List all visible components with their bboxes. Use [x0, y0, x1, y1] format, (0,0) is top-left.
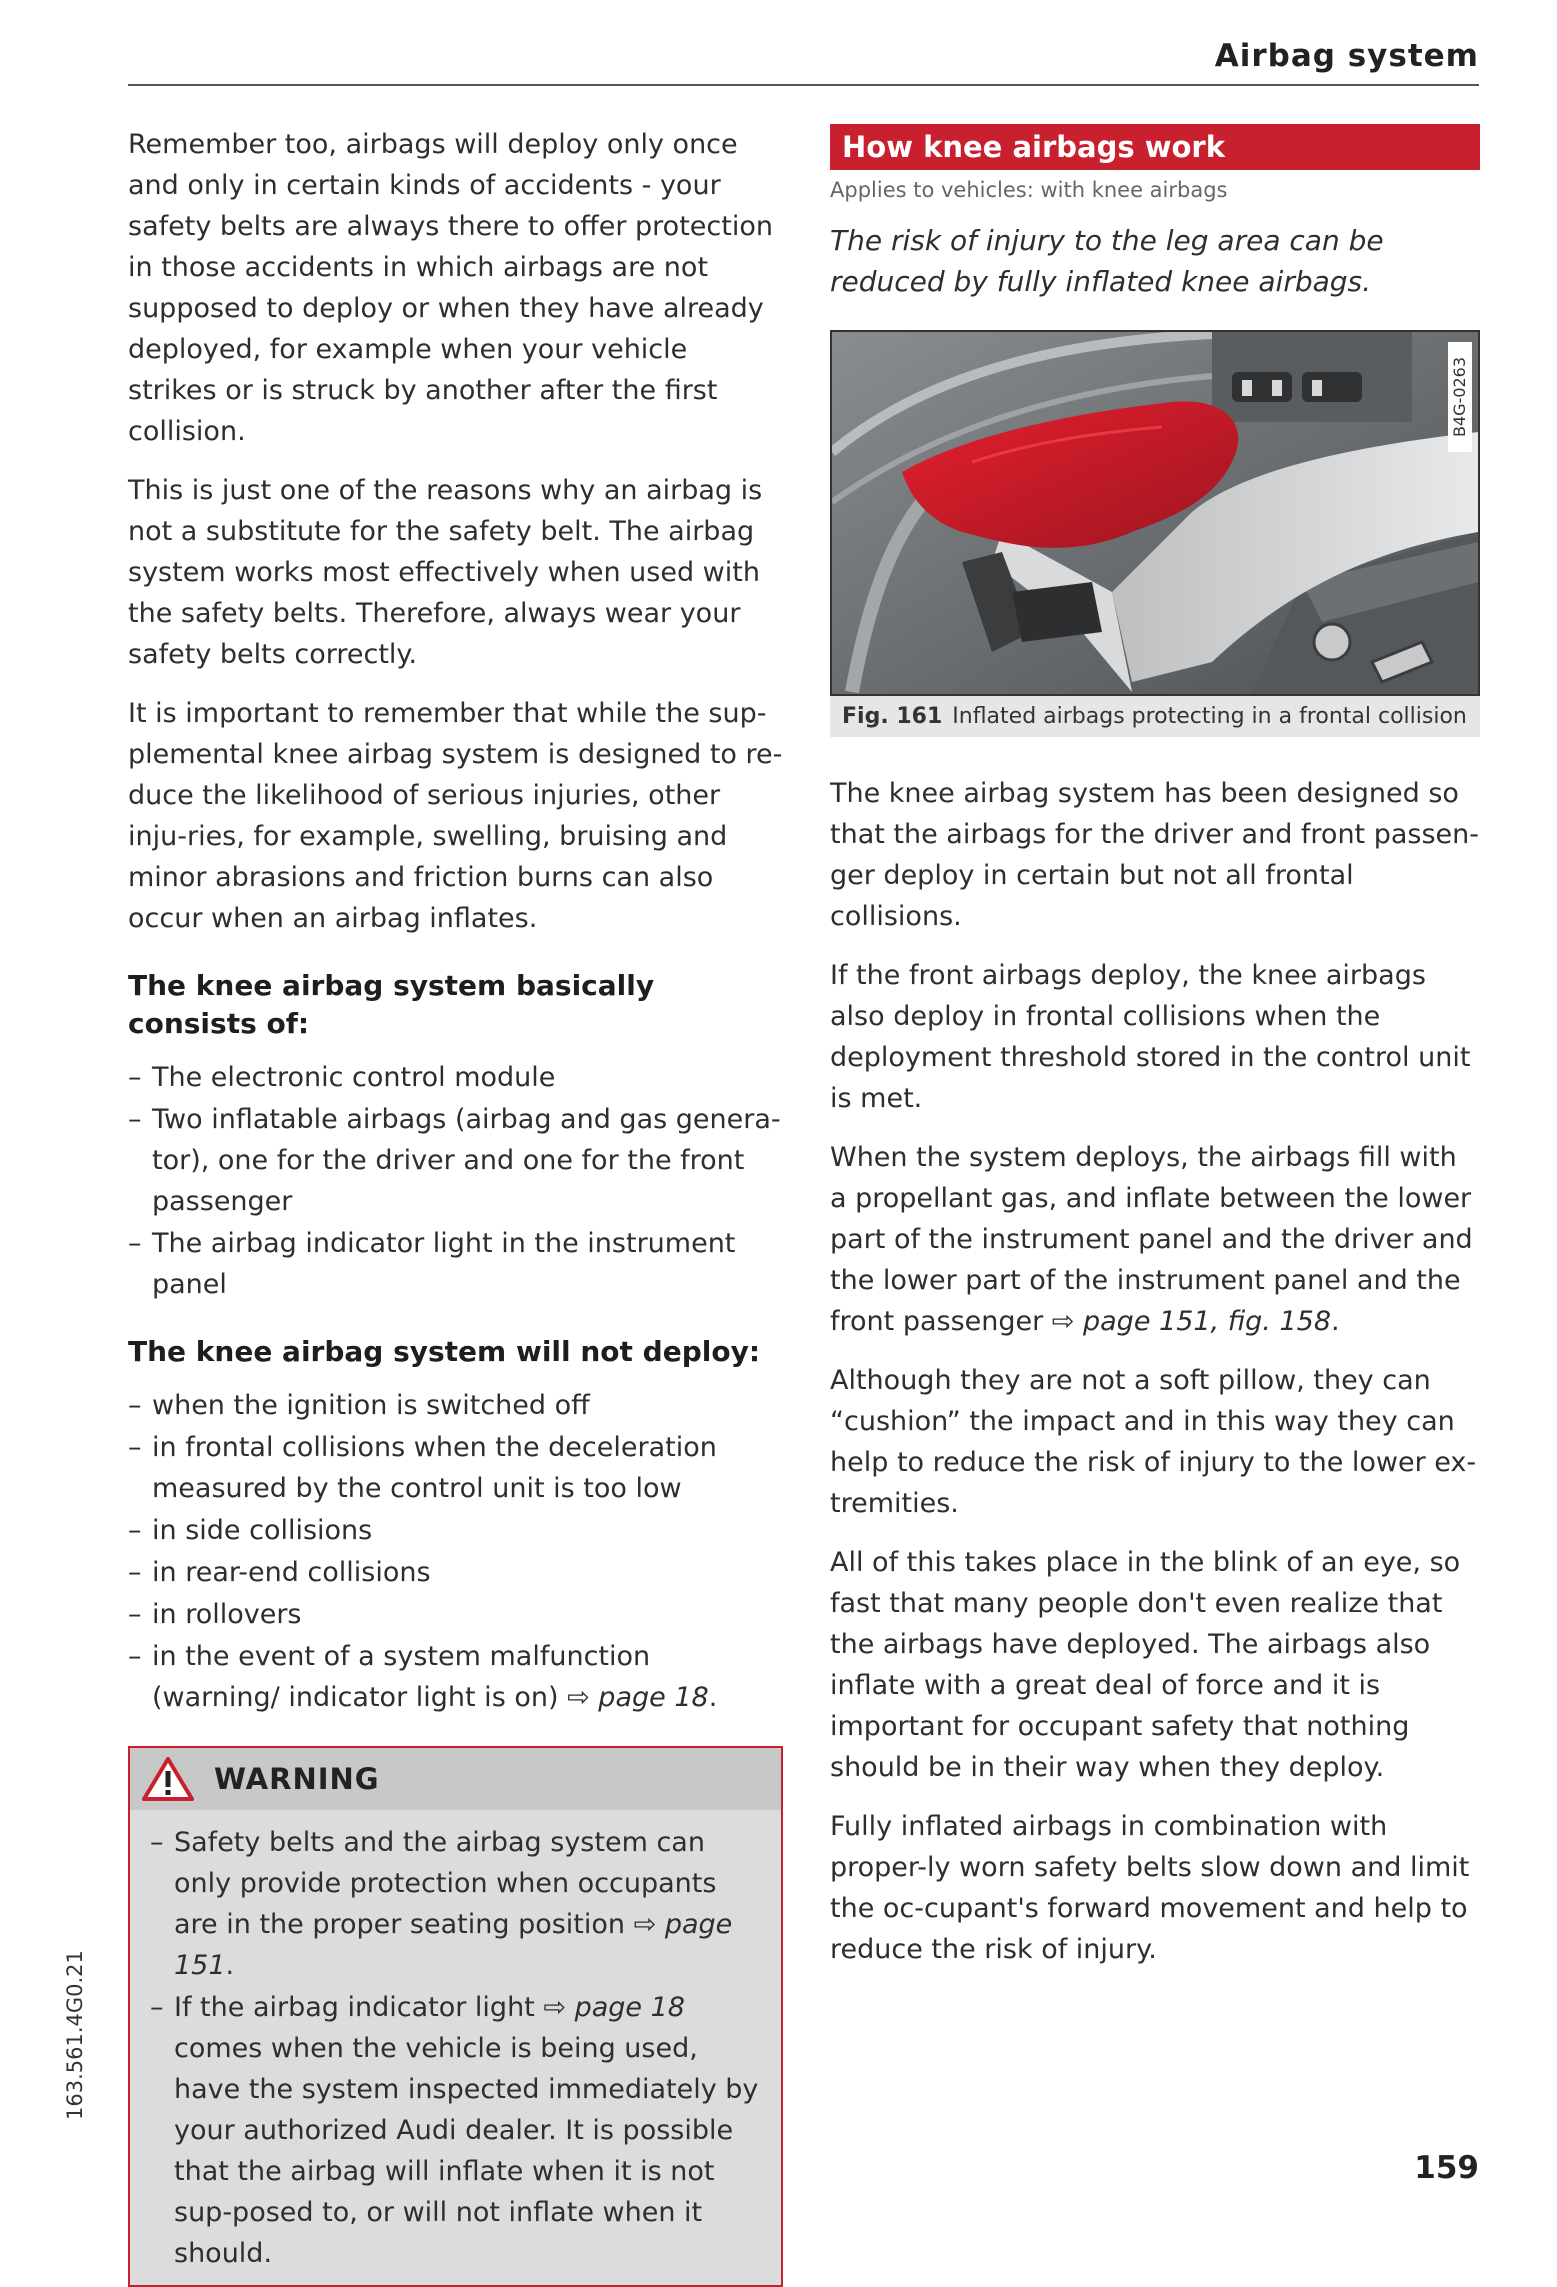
figure-code: B4G-0263: [1448, 342, 1472, 452]
paragraph-end: .: [1331, 1306, 1340, 1337]
figure-image: [830, 330, 1480, 696]
list-item: – The electronic control module: [128, 1057, 783, 1098]
page-reference-link[interactable]: ⇨ page 151, fig. 158: [1051, 1306, 1331, 1337]
warning-item: [150, 1822, 761, 1986]
page-number: 159: [1414, 2150, 1479, 2186]
paragraph: Although they are not a soft pillow, they can “cushion” the impact and in this way they can help to reduce the risk of injury to the lower ex-tremities.: [830, 1365, 1477, 1519]
list-item: – in frontal collisions when the deceleration measured by the control unit is too low: [128, 1427, 783, 1509]
warning-item: [150, 1987, 761, 2274]
paragraph-text: When the system deploys, the airbags fill with a propellant gas, and inflate between the lower part of the instrument panel and the driver and the lower part of the instrument panel and the front passenger: [830, 1142, 1473, 1337]
list-item: – Two inflatable airbags (airbag and gas genera-tor), one for the driver and one for the front passenger: [128, 1099, 783, 1222]
consists-list: [128, 1057, 783, 1305]
list-item: – in rollovers: [128, 1594, 783, 1635]
paragraph: Remember too, airbags will deploy only once and only in certain kinds of accidents - your safety belts are always there to offer protection in those accidents in which airbags are not supposed to deploy or when they have already deployed, for example when your vehicle strikes or is struck by another after the first collision.: [128, 129, 773, 447]
page-reference-link[interactable]: ⇨ page 151: [174, 1909, 733, 1981]
knee-airbag-illustration: [832, 332, 1478, 694]
left-column: [128, 124, 783, 2287]
applies-to-note: Applies to vehicles: with knee airbags: [830, 178, 1228, 202]
warning-box: [128, 1746, 783, 2287]
warning-triangle-icon: [142, 1756, 194, 1802]
page-reference-link[interactable]: ⇨ page 18: [543, 1992, 685, 2023]
header-rule: [128, 84, 1479, 86]
document-code: 163.561.4G0.21: [63, 1950, 87, 2120]
list-item: – in side collisions: [128, 1510, 783, 1551]
intro-text: The risk of injury to the leg area can be reduced by fully inflated knee airbags.: [830, 224, 1384, 298]
not-deploy-list: [128, 1385, 783, 1718]
paragraph: Fully inflated airbags in combination with proper-ly worn safety belts slow down and limit the oc-cupant's forward movement and help to reduce the risk of injury.: [830, 1811, 1470, 1965]
paragraph: The knee airbag system has been designed so that the airbags for the driver and front passen-ger deploy in certain but not all frontal collisions.: [830, 778, 1480, 932]
consists-heading: The knee airbag system basically consists of:: [128, 969, 655, 1040]
warning-item-text: If the airbag indicator light: [174, 1992, 544, 2023]
list-item-end: .: [708, 1682, 718, 1713]
figure-caption: [830, 696, 1480, 737]
paragraph: All of this takes place in the blink of an eye, so fast that many people don't even realize that the airbags have deployed. The airbags also inflate with a great deal of force and it is important for occupant safety that nothing should be in their way when they deploy.: [830, 1547, 1461, 1783]
warning-title: WARNING: [214, 1762, 380, 1796]
warning-item-end: .: [225, 1950, 235, 1981]
list-item: – in rear-end collisions: [128, 1552, 783, 1593]
not-deploy-heading: The knee airbag system will not deploy:: [128, 1335, 761, 1368]
page-reference-link[interactable]: ⇨ page 18: [567, 1682, 709, 1713]
section-title: How knee airbags work: [830, 124, 1480, 170]
figure-caption-text: Inflated airbags protecting in a frontal collision: [952, 704, 1467, 729]
warning-header: [130, 1748, 781, 1810]
paragraph: It is important to remember that while the sup-plemental knee airbag system is designed to re-duce the likelihood of serious injuries, other inju-ries, for example, swelling, bruising and minor abrasions and friction burns can also occur when an airbag inflates.: [128, 698, 783, 934]
paragraph: This is just one of the reasons why an airbag is not a substitute for the safety belt. The airbag system works most effectively when used with the safety belts. Therefore, always wear your safety belts correctly.: [128, 475, 763, 670]
warning-list: [130, 1810, 781, 2285]
warning-item-text: comes when the vehicle is being used, have the system inspected immediately by your authorized Audi dealer. It is possible that the airbag will inflate when it is not sup-posed to, or will not inflate when it should.: [174, 2033, 759, 2269]
running-header-title: Airbag system: [1214, 38, 1479, 74]
right-column: [830, 124, 1480, 1988]
warning-item-text: Safety belts and the airbag system can only provide protection when occupants are in the proper seating position: [174, 1827, 717, 1940]
list-item: – when the ignition is switched off: [128, 1385, 783, 1426]
paragraph: [830, 1137, 1480, 1342]
figure-label: Fig. 161: [842, 704, 943, 729]
list-item-text: in the event of a system malfunction (warning/ indicator light is on): [152, 1641, 651, 1713]
paragraph: If the front airbags deploy, the knee airbags also deploy in frontal collisions when the deployment threshold stored in the control unit is met.: [830, 960, 1471, 1114]
list-item: [128, 1636, 783, 1718]
list-item: – The airbag indicator light in the instrument panel: [128, 1223, 783, 1305]
